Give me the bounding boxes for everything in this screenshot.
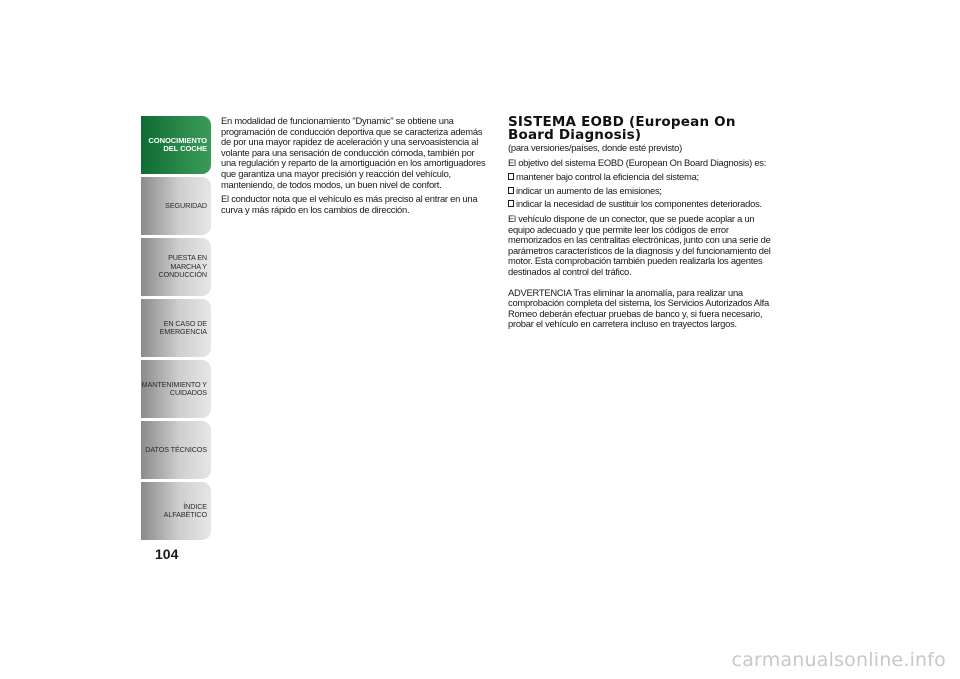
connector-paragraph: El vehículo dispone de un conector, que se puede acoplar a un equipo adecuado y que permite leer los códigos de error memorizados en las centralitas electrónicas, junto con una serie de parámetros característicos de la diagnosis y del funcionamiento del motor. Esta comprobación también pueden realizarla los agentes destinados al control del tráfico.: [508, 212, 771, 277]
tab-en-caso-de-emergencia[interactable]: [141, 299, 211, 357]
tab-indice-alfabetico[interactable]: [141, 482, 211, 540]
tab-mantenimiento[interactable]: [141, 360, 211, 418]
chapter-sidebar: [141, 116, 211, 543]
tab-label: PUESTA EN MARCHA Y CONDUCCIÓN: [158, 253, 207, 280]
tab-label: EN CASO DE EMERGENCIA: [159, 318, 207, 336]
list-item: [508, 199, 783, 210]
checkbox-bullet-icon: [508, 200, 514, 207]
list-item-text: mantener bajo control la eficiencia del sistema;: [516, 171, 699, 183]
section-title: SISTEMA EOBD (European On Board Diagnosis): [508, 114, 736, 143]
list-item-text: indicar la necesidad de sustituir los componentes deteriorados.: [516, 198, 762, 210]
tab-label: ÍNDICE ALFABÉTICO: [163, 501, 207, 519]
intro-paragraph: El objetivo del sistema EOBD (European On Board Diagnosis) es:: [508, 156, 767, 168]
page-number: 104: [155, 546, 179, 562]
list-item: [508, 172, 783, 183]
dynamic-mode-paragraph: En modalidad de funcionamiento "Dynamic" se obtiene una programación de conducción deportiva que se caracteriza además de por una mayor rapidez de aceleración y una servoasistencia al volante para una sensación de conducción cómoda, también por una regulación y reparto de la amortiguación en los amortiguadores que garantiza una mayor precisión y reacción del vehículo, manteniendo, de todos modos, un buen nivel de confort.: [221, 115, 486, 190]
driver-feel-paragraph: El conductor nota que el vehículo es más preciso al entrar en una curva y más rápido en los cambios de dirección.: [221, 193, 478, 215]
warning-paragraph: ADVERTENCIA Tras eliminar la anomalía, para realizar una comprobación completa del sistema, los Servicios Autorizados Alfa Romeo deberán efectuar pruebas de banco y, si fuera necesario, probar el vehículo en carretera incluso en trayectos largos.: [508, 286, 769, 330]
tab-label: SEGURIDAD: [165, 200, 207, 210]
objectives-list: [508, 172, 783, 210]
tab-conocimiento-del-coche[interactable]: [141, 116, 211, 174]
tab-label: CONOCIMIENTO DEL COCHE: [148, 135, 207, 153]
tab-seguridad[interactable]: [141, 177, 211, 235]
tab-puesta-en-marcha[interactable]: [141, 238, 211, 296]
right-column: [508, 116, 783, 334]
tab-datos-tecnicos[interactable]: [141, 421, 211, 479]
checkbox-bullet-icon: [508, 187, 514, 194]
tab-label: DATOS TÉCNICOS: [145, 444, 207, 454]
list-item-text: indicar un aumento de las emisiones;: [516, 184, 662, 196]
checkbox-bullet-icon: [508, 173, 514, 180]
section-subtitle: (para versiones/países, donde esté previsto): [508, 142, 682, 153]
list-item: [508, 186, 783, 197]
left-column: [221, 116, 491, 219]
tab-label: MANTENIMIENTO Y CUIDADOS: [141, 379, 207, 397]
watermark: carmanualsonline.info: [731, 649, 946, 671]
